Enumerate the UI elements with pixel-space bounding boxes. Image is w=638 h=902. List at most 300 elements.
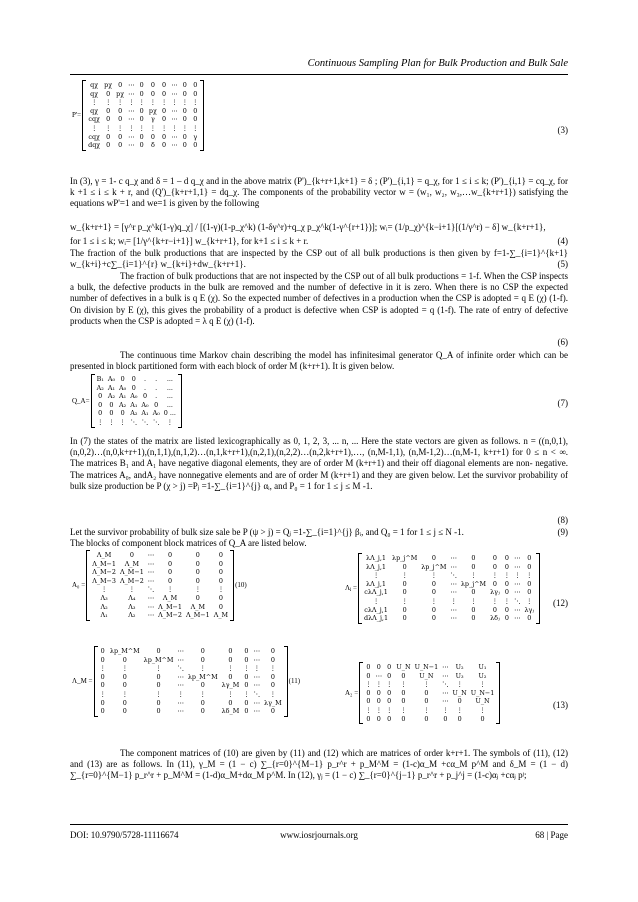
matrix-cell: ⋯ (171, 132, 178, 141)
equation-number-4: (4) (557, 236, 568, 246)
matrix-cell: 0 (182, 106, 187, 115)
matrix-cell: ⋯ (442, 663, 449, 671)
matrix-cell: 0 (244, 698, 249, 707)
matrix-cell: U_N (396, 663, 411, 671)
matrix-cell: 0 (527, 588, 532, 597)
matrix-equation-number: (10) (235, 581, 247, 590)
matrix-cell: ⋮ (177, 689, 184, 698)
matrix-cell: dλΛ_j,1 (364, 614, 389, 623)
paragraph-w-formula: w_{k+r+1} = [γ^r p_χ^k(1-γ)q_χ] / [(1-γ)(1-p_χ^k) (1-δγ^r)+q_χ p_χ^k(1-γ^{r+1})]; wᵢ= (1/p_χ)^{k−i+1}[(1/γ^r) − δ] w_{k+r+1}, (70, 222, 546, 232)
matrix-cell: Λ₂ (100, 602, 108, 611)
matrix-cell: 0 (492, 579, 497, 588)
matrix-cell: 0 (109, 409, 114, 418)
matrix-a2 (345, 662, 500, 724)
matrix-cell: ⋮ (450, 596, 457, 605)
matrix-cell: 0 (162, 132, 167, 141)
matrix-cell: ⋯ (450, 588, 457, 597)
matrix-cell: ⋮ (194, 585, 202, 594)
matrix-cell: ⋱ (152, 417, 160, 426)
matrix-cell: 0 (457, 697, 462, 706)
matrix-cell: ... (166, 392, 173, 401)
matrix-cell: 0 (228, 655, 233, 664)
matrix-cell: 0 (376, 663, 381, 671)
matrix-cell: ⋯ (253, 655, 261, 664)
matrix-cell: 0 (156, 681, 161, 690)
matrix-cell: 0 (457, 714, 462, 723)
matrix-cell: U_N (452, 688, 467, 697)
matrix-cell: 0 (131, 375, 136, 383)
matrix-cell: 0 (195, 593, 200, 602)
matrix-row (86, 90, 200, 99)
matrix-cell: 0 (156, 707, 161, 716)
equation-number-7: (7) (557, 398, 568, 408)
matrix-cell: 0 (228, 698, 233, 707)
footer-doi: DOI: 10.9790/5728-11116674 (70, 830, 179, 840)
matrix-label: Q_A= (72, 396, 90, 405)
matrix-cell: 0 (118, 132, 123, 141)
matrix-cell: γ (150, 115, 155, 124)
matrix-cell: ⋮ (160, 123, 168, 132)
matrix-cell: ⋮ (155, 664, 162, 673)
matrix-cell: ⋯ (171, 106, 178, 115)
matrix-row (95, 409, 178, 418)
matrix-row (363, 672, 496, 681)
matrix-cell: 0 (527, 562, 532, 571)
matrix-label: Λⱼ = (345, 584, 357, 593)
matrix-cell: 0 (154, 400, 159, 409)
matrix-row (363, 706, 496, 715)
matrix-cell: ⋯ (375, 671, 382, 680)
matrix-cell: 0 (504, 554, 509, 562)
matrix-cell: 0 (401, 688, 406, 697)
equation-number-3: (3) (557, 125, 568, 135)
matrix-cell: ⋯ (147, 568, 155, 577)
matrix-cell: A₀ (119, 383, 127, 392)
matrix-cell: ⋯ (514, 588, 521, 597)
matrix-cell: 0 (376, 714, 381, 723)
running-header: Continuous Sampling Plan for Bulk Production and Bulk Sale (307, 58, 568, 69)
matrix-cell: ⋮ (365, 680, 372, 689)
matrix-cell: ⋮ (171, 123, 178, 132)
matrix-cell: ⋮ (423, 680, 430, 689)
matrix-cell: . (143, 383, 146, 392)
matrix-cell: 0 (122, 681, 127, 690)
matrix-cell: A₀ (141, 400, 149, 409)
paragraph-markov-chain: The continuous time Markov chain describing the model has infinitesimal generator Q_A of infinite order which can be presented in block partitioned form with each block of order M (k+r+1). It is given below. (70, 350, 568, 372)
matrix-cell: ⋯ (128, 89, 135, 98)
matrix-cell: ⋯ (171, 89, 178, 98)
matrix-cell: ⋮ (401, 571, 408, 580)
matrix-cell: ⋮ (116, 98, 124, 107)
matrix-row (98, 673, 284, 682)
matrix-cell: 0 (270, 672, 275, 681)
right-bracket (536, 553, 540, 624)
matrix-row (86, 81, 200, 90)
matrix-cell: ⋯ (442, 697, 449, 706)
matrix-cell: Λ₄ (128, 593, 136, 602)
matrix-cell: ⋮ (526, 596, 533, 605)
matrix-row (90, 577, 230, 586)
matrix-cell: 0 (129, 551, 134, 559)
matrix-row (86, 107, 200, 116)
matrix-cell: U_N−1 (414, 663, 439, 671)
matrix-cell: Λ_M−1 (92, 559, 116, 568)
matrix-cell: ⋮ (400, 680, 407, 689)
matrix-cell: ⋮ (90, 123, 98, 132)
matrix-cell: 0 (431, 579, 436, 588)
matrix-cell: qχ (90, 81, 99, 89)
matrix-cell: ⋮ (99, 689, 106, 698)
matrix-cell: ⋯ (514, 562, 521, 571)
matrix-cell: Λ₃ (128, 602, 136, 611)
matrix-cell: ⋯ (442, 671, 449, 680)
matrix-cell: 0 (366, 688, 371, 697)
paragraph-states: In (7) the states of the matrix are listed lexicographically as 0, 1, 2, 3, ... n, ... Here the state vectors are given as follows. n = ((n,0,1),(n,0,2)…(n,0,k+r+1),(n,1,1),(n,1,2)…(n,1,k+r+1),(n,2,1),(n,2,2)…(n,2,k+r+1),…, (n,M-1,1), (n,M-1,2)…(n,M-1, k+r+1) for 0 ≤ n < ∞. The matrices B₁ and A₁ have negative diagonal elements, they are of order M (k+r+1) and their off diagonal elements are non- negative. The matrices A₀, andA₂ have nonnegative elements and are of order M (k+r+1) and they are given below. Let the survivor probability of bulk size production be P (χ > j) =Pⱼ =1-∑_{i=1}^{j} αᵢ, and P₀ = 1 for 1 ≤ j ≤ M -1. (70, 436, 568, 491)
paragraph-defective-rate: The fraction of bulk productions that are not inspected by the CSP out of all bulk productions = 1-f. When the CSP inspects a bulk, the defective products in the bulk are removed and the number of defective in it is zero. When there is no CSP the expected number of defectives in a bulk is q E (χ). So the expected number of defectives in a production when the CSP is adopted = q E (χ) (1-f). On division by E (χ), this gives the probability of a product is defective when CSP is adopted = q (1-f). The rate of entry of defective products when the CSP is adopted = λ q E (χ) (1-f). (70, 271, 568, 326)
matrix-label: A₂ = (345, 689, 359, 698)
matrix-cell: 0 (228, 647, 233, 655)
matrix-cell: A₁ (107, 383, 116, 392)
matrix-body (95, 375, 178, 427)
matrix-cell: 0 (424, 697, 429, 706)
matrix-cell: 0 (471, 614, 476, 623)
matrix-row (362, 580, 536, 589)
matrix-cell: ⋮ (128, 585, 136, 594)
matrix-cell: 0 (162, 106, 167, 115)
matrix-cell: Λ_M (96, 551, 112, 559)
matrix-cell: 0 (527, 614, 532, 623)
matrix-cell: ⋯ (450, 605, 457, 614)
matrix-row (362, 606, 536, 615)
matrix-cell: ⋮ (430, 571, 438, 580)
header-rule (70, 74, 568, 75)
matrix-cell: 0 (387, 663, 392, 671)
matrix-cell: 0 (118, 81, 123, 89)
matrix-cell: 0 (98, 400, 103, 409)
matrix-row (86, 115, 200, 124)
equation-number-12: (12) (553, 598, 568, 608)
matrix-cell: 0 (193, 141, 198, 150)
matrix-cell: ⋯ (177, 698, 184, 707)
matrix-cell: ⋮ (385, 680, 393, 689)
matrix-cell: ⋱ (253, 689, 261, 698)
matrix-cell: 0 (218, 576, 223, 585)
matrix-cell: ⋮ (503, 571, 511, 580)
equation-number-8: (8) (557, 515, 568, 525)
matrix-cell: 0 (139, 89, 144, 98)
matrix-cell: 0 (193, 115, 198, 124)
matrix-cell: ⋮ (192, 123, 199, 132)
matrix-cell: 0 (218, 593, 223, 602)
matrix-cell: ⋮ (456, 705, 463, 714)
matrix-cell: 0 (182, 115, 187, 124)
matrix-cell: ⋮ (138, 98, 145, 107)
matrix-cell: ⋮ (149, 98, 157, 107)
matrix-cell: ⋮ (128, 123, 135, 132)
matrix-cell: Λ_M−1 (185, 611, 210, 620)
matrix-row (90, 611, 230, 620)
matrix-body (98, 647, 284, 716)
matrix-cell: 0 (443, 714, 448, 723)
matrix-cell: ⋯ (128, 141, 135, 150)
matrix-row (98, 656, 284, 665)
matrix-cell: 0 (100, 707, 105, 716)
matrix-cell: 0 (401, 671, 406, 680)
matrix-cell: ⋮ (491, 596, 499, 605)
matrix-row (86, 124, 200, 133)
matrix-cell: pχ (104, 81, 113, 89)
matrix-cell: 0 (228, 672, 233, 681)
matrix-lambda-j (345, 553, 540, 624)
matrix-cell: 0 (120, 409, 125, 418)
matrix-cell: ⋮ (171, 98, 178, 107)
matrix-cell: ⋯ (171, 81, 178, 89)
paragraph-gamma-delta: In (3), γ = 1- c q_χ and δ = 1 – d q_χ and in the above matrix (P')_{k+r+1,k+1} = δ ; (P')_{i,1} = q_χ, for 1 ≤ i ≤ k; (P')_{i,1} = cq_χ, for k +1 ≤ i ≤ k + r, and (Q')_{k+r+1,1} = dq_χ. The components of the probability vector w = (w₁, w₂, w₃,…w_{k+r+1}) satisfying the equations wP'=1 and we=1 is given by the following (70, 176, 568, 209)
matrix-cell: 0 (118, 141, 123, 150)
matrix-cell: 0 (431, 605, 436, 614)
matrix-cell: ⋯ (171, 115, 178, 124)
matrix-cell: Λ_M−3 (92, 576, 116, 585)
matrix-cell: ⋯ (147, 611, 155, 620)
matrix-cell: Λ_M (190, 602, 205, 611)
matrix-cell: 0 (150, 81, 155, 89)
matrix-cell: ⋮ (430, 596, 438, 605)
matrix-cell: 0 (387, 688, 392, 697)
matrix-row (98, 681, 284, 690)
matrix-cell: 0 (106, 141, 111, 150)
matrix-cell: λγ_M (264, 698, 282, 707)
matrix-cell: U_N−1 (470, 688, 495, 697)
matrix-cell: Λ_M (124, 559, 140, 568)
matrix-cell: ⋮ (121, 664, 128, 673)
matrix-cell: 0 (122, 707, 127, 716)
matrix-cell: 0 (118, 106, 123, 115)
matrix-cell: λδ_M (221, 707, 240, 716)
matrix-cell: ⋮ (375, 680, 382, 689)
matrix-cell: ⋱ (130, 417, 137, 426)
equation-number-9: (9) (557, 527, 568, 537)
matrix-row (362, 571, 536, 580)
matrix-cell: λΛ_j,1 (366, 579, 386, 588)
matrix-row (95, 401, 178, 410)
matrix-cell: λp_j^M (460, 579, 487, 588)
matrix-cell: Λ₂ (128, 611, 136, 620)
matrix-cell: 0 (182, 141, 187, 150)
matrix-cell: ⋮ (217, 585, 225, 594)
matrix-cell: ⋯ (514, 579, 521, 588)
matrix-cell: 0 (131, 383, 136, 392)
matrix-cell: qχ (90, 89, 99, 98)
matrix-row (363, 680, 496, 689)
matrix-cell: U₂ (478, 671, 487, 680)
matrix-cell: U₂ (455, 663, 464, 671)
matrix-cell: 0 (218, 568, 223, 577)
matrix-cell: γ (193, 132, 198, 141)
matrix-cell: U_N (475, 697, 490, 706)
matrix-cell: 0 (122, 698, 127, 707)
matrix-cell: 0 (471, 562, 476, 571)
matrix-cell: A₀ (107, 375, 116, 383)
matrix-cell: λp_M^M (109, 647, 140, 655)
matrix-cell: 0 (182, 81, 187, 89)
matrix-row (362, 588, 536, 597)
matrix-cell: cλΛ_j,1 (364, 605, 388, 614)
matrix-cell: 0 (195, 551, 200, 559)
matrix-cell: ⋯ (147, 602, 155, 611)
matrix-cell: ⋮ (503, 596, 511, 605)
matrix-cell: ⋯ (442, 688, 449, 697)
matrix-cell: λp_j^M (392, 554, 418, 562)
matrix-cell: ⋯ (177, 647, 184, 655)
matrix-row (90, 560, 230, 569)
matrix-cell: ⋯ (171, 141, 178, 150)
matrix-row (362, 563, 536, 572)
matrix-row (86, 98, 200, 107)
equation-number-6: (6) (557, 337, 568, 347)
right-bracket (284, 646, 288, 717)
matrix-row (98, 699, 284, 708)
matrix-cell: 0 (504, 579, 509, 588)
matrix-cell: 0 (195, 559, 200, 568)
matrix-cell: 0 (244, 647, 249, 655)
matrix-cell: 0 (244, 681, 249, 690)
matrix-cell: 0 (366, 697, 371, 706)
matrix-cell: ⋮ (401, 596, 408, 605)
matrix-cell: cλΛ_j,1 (364, 588, 388, 597)
right-bracket (178, 374, 182, 428)
matrix-cell: ⋯ (128, 132, 135, 141)
matrix-label: Λ_M = (72, 677, 93, 686)
matrix-cell: ⋱ (141, 417, 149, 426)
matrix-cell: 0 (106, 106, 111, 115)
matrix-cell: ⋮ (479, 680, 486, 689)
matrix-cell: 0 (387, 671, 392, 680)
matrix-cell: 0 (471, 605, 476, 614)
matrix-row (90, 568, 230, 577)
matrix-cell: cqχ (88, 115, 100, 124)
matrix-cell: 0 (471, 554, 476, 562)
matrix-cell: ⋯ (147, 593, 155, 602)
matrix-row (363, 689, 496, 698)
matrix-cell: Λ_M−2 (119, 576, 144, 585)
matrix-row (363, 663, 496, 672)
matrix-cell: ⋮ (181, 123, 189, 132)
matrix-cell: 0 (195, 576, 200, 585)
matrix-cell: ⋯ (177, 707, 184, 716)
paragraph-w-range: for 1 ≤ i ≤ k; wᵢ= [1/γ^{k+r−i+1}] w_{k+r+1}, for k+1 ≤ i ≤ k + r. (70, 236, 309, 246)
matrix-row (362, 554, 536, 563)
matrix-cell: 0 (193, 81, 198, 89)
matrix-cell: 0 (106, 132, 111, 141)
matrix-cell: 0 (376, 697, 381, 706)
matrix-cell: ⋮ (192, 98, 199, 107)
matrix-cell: ⋮ (456, 680, 463, 689)
matrix-cell: 0 (100, 681, 105, 690)
matrix-cell: ⋯ (514, 554, 521, 562)
matrix-cell: 0 (100, 698, 105, 707)
paragraph-blocks-intro: The blocks of component block matrices of Q_A are listed below. (70, 538, 307, 548)
matrix-cell: 0 (168, 559, 173, 568)
matrix-cell: 0 (106, 89, 111, 98)
matrix-cell: 0 (270, 681, 275, 690)
matrix-cell: A₀ (152, 409, 160, 418)
matrix-cell: Λ_M−1 (119, 568, 144, 577)
matrix-cell: qχ (90, 106, 99, 115)
matrix-body (363, 663, 496, 723)
matrix-cell: ⋯ (514, 605, 521, 614)
matrix-cell: ⋱ (450, 571, 457, 580)
matrix-row (90, 603, 230, 612)
matrix-cell: ⋯ (147, 551, 155, 559)
matrix-row (86, 133, 200, 142)
matrix-cell: ⋮ (385, 705, 393, 714)
matrix-row (363, 697, 496, 706)
matrix-cell: ⋮ (116, 123, 124, 132)
matrix-row (95, 418, 178, 427)
matrix-cell: 0 (492, 605, 497, 614)
matrix-cell: . (155, 375, 158, 383)
matrix-cell: λγ_M (221, 681, 240, 690)
matrix-row (90, 585, 230, 594)
matrix-cell: 0 (106, 115, 111, 124)
matrix-cell: ⋮ (423, 705, 430, 714)
matrix-cell: ⋯ (253, 672, 261, 681)
matrix-cell: ⋮ (479, 705, 486, 714)
matrix-cell: 0 (142, 392, 148, 401)
matrix-cell: 0 (387, 714, 392, 723)
paragraph-component-matrices: The component matrices of (10) are given by (11) and (12) which are matrices of order k+r+1. The symbols of (11), (12) and (13) are as follows. In (11), γ_M = (1 − c) ∑_{r=0}^{M−1} p_r^r + p_M^M = (1-c)α_M +cα_M p^M and δ_M = (1 − d) ∑_{r=0}^{M−1} p_r^r + p_M^M = (1-d)α_M+dα_M p^M. In (12), γⱼ = (1 − c) ∑_{r=0}^{j−1} p_r^r + p_j^j = (1-c)αⱼ +cαⱼ pʲ; (70, 748, 568, 781)
matrix-cell: 0 (156, 672, 161, 681)
matrix-cell: λγⱼ (524, 605, 535, 614)
matrix-cell: ⋯ (253, 707, 261, 716)
matrix-cell: ⋯ (177, 681, 184, 690)
matrix-cell: 0 (244, 707, 249, 716)
matrix-cell: ⋯ (253, 647, 261, 655)
matrix-cell: ⋯ (147, 576, 155, 585)
matrix-cell: 0 (504, 588, 509, 597)
matrix-cell: ⋮ (100, 585, 108, 594)
matrix-cell: ⋯ (450, 614, 457, 623)
matrix-cell: 0 (431, 614, 436, 623)
matrix-cell: 0 (156, 647, 161, 655)
matrix-cell: U₁ (478, 663, 487, 671)
matrix-cell: 0 (244, 672, 249, 681)
matrix-cell: 0 (162, 141, 167, 150)
matrix-cell: ⋮ (375, 705, 382, 714)
matrix-cell: B₁ (96, 375, 104, 383)
matrix-row (95, 392, 178, 401)
matrix-row (98, 647, 284, 656)
matrix-a0 (72, 550, 247, 621)
matrix-cell: 0 (168, 576, 173, 585)
matrix-cell: 0 (366, 671, 371, 680)
matrix-cell: 0 (270, 707, 275, 716)
matrix-cell: λΛ_j,1 (366, 554, 386, 562)
matrix-cell: ⋯ (147, 559, 155, 568)
matrix-cell: ⋮ (372, 596, 380, 605)
matrix-cell: 0 (471, 588, 476, 597)
matrix-cell: Λ_M−2 (158, 611, 182, 620)
matrix-cell: 0 (402, 605, 407, 614)
matrix-cell: 0 (200, 698, 205, 707)
matrix-cell: 0 (182, 89, 187, 98)
matrix-cell: 0 (218, 551, 223, 559)
matrix-cell: ⋮ (227, 664, 234, 673)
matrix-cell: ⋮ (243, 664, 250, 673)
matrix-cell: ⋱ (442, 680, 449, 689)
paragraph-survivor-sale: Let the survivor probability of bulk size sale be P (ψ > j) = Qⱼ =1-∑_{i=1}^{j} βᵢ, and Q₀ = 1 for 1 ≤ j ≤ N -1. (70, 527, 464, 537)
matrix-cell: 0 (376, 688, 381, 697)
